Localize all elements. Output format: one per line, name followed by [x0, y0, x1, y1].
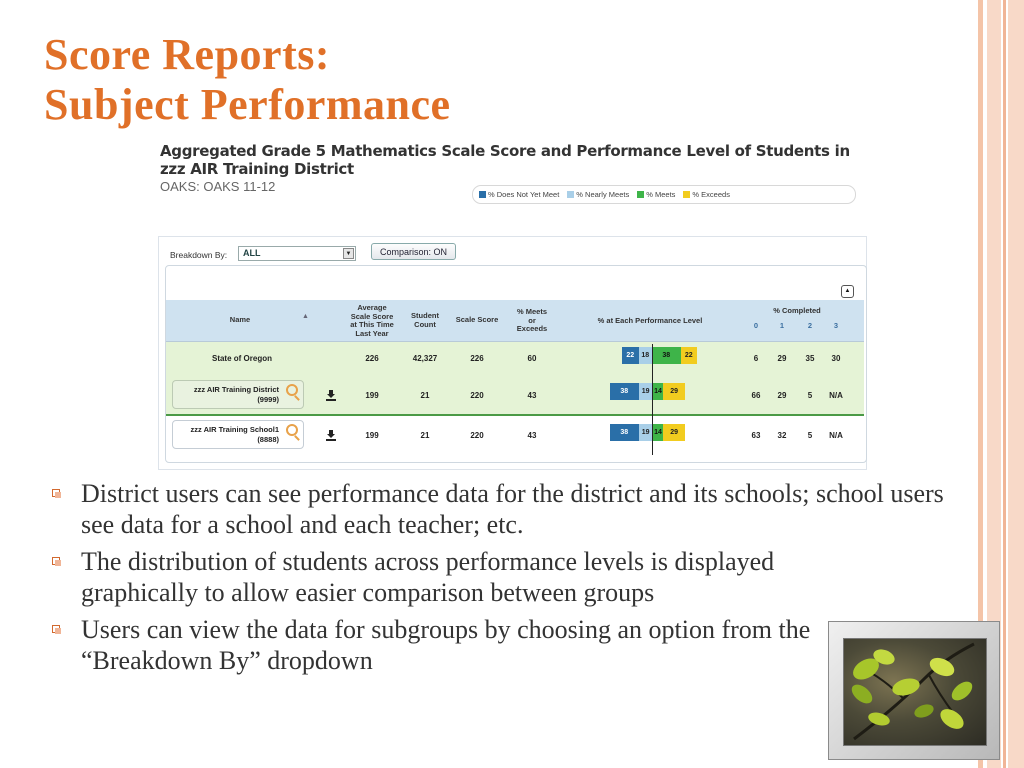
breakdown-value: ALL [243, 248, 261, 258]
row-completed-0: 6 [753, 354, 759, 363]
col-meets-line: Exceeds [516, 324, 548, 333]
row-name-button[interactable] [172, 380, 304, 409]
row-name-line1: zzz AIR Training District [193, 385, 279, 394]
bullet-text: Users can view the data for subgroups by choosing an option from the “Breakdown By” dropdown [81, 615, 811, 675]
row-completed-1: 29 [777, 354, 787, 363]
dropdown-arrow-icon[interactable]: ▼ [343, 248, 354, 259]
row-meets: 43 [527, 391, 537, 400]
report-subtitle: OAKS: OAKS 11-12 [160, 179, 276, 194]
row-scale-score: 226 [470, 354, 484, 363]
row-completed-2: 5 [807, 431, 813, 440]
performance-bar [622, 347, 697, 364]
seg-nearly-meets: 18 [639, 347, 653, 364]
row-completed-3: N/A [829, 391, 843, 400]
report-title [160, 142, 880, 178]
decor-stripe [1003, 0, 1006, 768]
row-avg-last-year: 226 [365, 354, 379, 363]
seg-does-not-meet: 38 [610, 424, 639, 441]
seg-exceeds: 29 [663, 424, 685, 441]
col-completed-1: 1 [779, 321, 785, 330]
row-completed-2: 5 [807, 391, 813, 400]
slide-title [44, 30, 451, 130]
col-completed-3: 3 [833, 321, 839, 330]
seg-does-not-meet: 22 [622, 347, 639, 364]
seg-exceeds: 29 [663, 383, 685, 400]
col-student-line: Count [414, 319, 436, 329]
bullet-item [48, 546, 968, 608]
legend-swatch [683, 191, 690, 198]
leaf-photo [843, 638, 987, 746]
seg-meets: 14 [653, 383, 664, 400]
report-title-line1: Aggregated Grade 5 Mathematics Scale Score and Performance Level of Students in [160, 142, 850, 160]
col-completed: % Completed [773, 306, 821, 315]
col-name[interactable]: Name [229, 315, 251, 324]
legend-label: % Exceeds [692, 190, 730, 199]
leaf-photo-frame [828, 621, 1000, 760]
legend-item [637, 190, 675, 199]
col-scale-score: Scale Score [455, 315, 499, 324]
legend-label: % Does Not Yet Meet [488, 190, 560, 199]
performance-legend [472, 185, 856, 204]
col-avg-last-year [344, 304, 400, 338]
row-student-count: 21 [420, 431, 430, 440]
slide-title-line2: Subject Performance [44, 80, 451, 129]
bullet-icon [52, 625, 60, 633]
row-name-line1: zzz AIR Training School1 [190, 425, 279, 434]
row-completed-0: 63 [751, 431, 761, 440]
legend-swatch [567, 191, 574, 198]
download-icon[interactable] [326, 390, 336, 400]
row-meets: 43 [527, 431, 537, 440]
row-name-line2: (9999) [257, 395, 279, 404]
row-completed-2: 35 [805, 354, 815, 363]
seg-meets: 14 [653, 424, 664, 441]
col-meets-line: % Meets [516, 307, 547, 316]
col-completed-2: 2 [807, 321, 813, 330]
bullet-item [48, 478, 968, 540]
row-completed-1: 32 [777, 431, 787, 440]
row-completed-1: 29 [777, 391, 787, 400]
col-meets-line: or [528, 315, 536, 325]
col-avg-line: at This Time [350, 320, 394, 329]
row-scale-score: 220 [470, 431, 484, 440]
row-completed-3: 30 [831, 354, 841, 363]
row-name-button[interactable] [172, 420, 304, 449]
comparison-button[interactable]: Comparison: ON [371, 243, 456, 260]
row-avg-last-year: 199 [365, 391, 379, 400]
performance-bar [610, 383, 685, 400]
row-scale-score: 220 [470, 391, 484, 400]
seg-exceeds: 22 [681, 347, 698, 364]
legend-label: % Meets [646, 190, 676, 199]
row-avg-last-year: 199 [365, 431, 379, 440]
comparison-line [652, 344, 653, 455]
row-student-count: 21 [420, 391, 430, 400]
legend-item [683, 190, 730, 199]
row-student-count: 42,327 [412, 354, 438, 363]
legend-swatch [479, 191, 486, 198]
col-completed-0: 0 [753, 321, 759, 330]
col-student-line: Student [411, 311, 439, 320]
col-performance-level: % at Each Performance Level [597, 316, 703, 325]
seg-meets: 38 [652, 347, 681, 364]
table-row [166, 376, 864, 416]
magnifier-icon[interactable] [286, 424, 298, 436]
magnifier-icon[interactable] [286, 384, 298, 396]
col-meets-exceeds [508, 308, 556, 334]
bullet-icon [52, 557, 60, 565]
seg-nearly-meets: 19 [639, 424, 653, 441]
seg-nearly-meets: 19 [639, 383, 653, 400]
bullet-icon [52, 489, 60, 497]
bullet-text: District users can see performance data for the district and its schools; school users see data for a school and each teacher; etc. [81, 479, 944, 539]
sort-asc-icon[interactable]: ▲ [302, 313, 309, 320]
report-title-line2: zzz AIR Training District [160, 160, 354, 178]
leaf-illustration [844, 639, 986, 745]
seg-does-not-meet: 38 [610, 383, 639, 400]
col-avg-line: Scale Score [350, 311, 394, 321]
table-row [166, 342, 864, 376]
collapse-icon[interactable]: ▲ [841, 285, 854, 298]
col-avg-line: Last Year [355, 328, 389, 338]
breakdown-label: Breakdown By: [170, 250, 228, 260]
legend-item [567, 190, 629, 199]
legend-label: % Nearly Meets [576, 190, 630, 199]
decor-stripe [1008, 0, 1024, 768]
slide-title-line1: Score Reports: [44, 30, 330, 79]
col-student-count [405, 312, 445, 329]
legend-item [479, 190, 559, 199]
performance-bar [610, 424, 685, 441]
row-name-line2: (8888) [257, 435, 279, 444]
download-icon[interactable] [326, 430, 336, 440]
breakdown-dropdown[interactable] [238, 246, 356, 261]
row-completed-0: 66 [751, 391, 761, 400]
row-completed-3: N/A [829, 431, 843, 440]
bullet-text: The distribution of students across performance levels is displayed graphically to allow easier comparison between groups [81, 547, 775, 607]
legend-swatch [637, 191, 644, 198]
table-row [166, 416, 864, 454]
col-avg-line: Average [357, 303, 387, 312]
row-name: State of Oregon [211, 354, 272, 363]
table-header [166, 300, 864, 342]
row-meets: 60 [527, 354, 537, 363]
